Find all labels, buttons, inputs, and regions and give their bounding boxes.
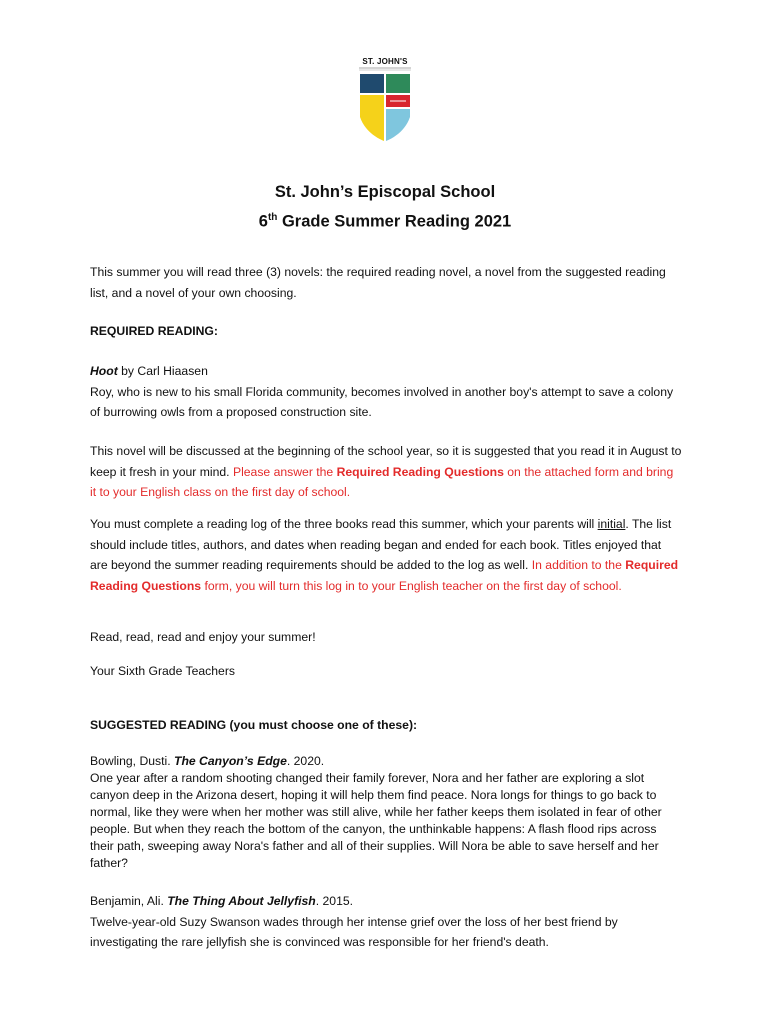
school-logo — [356, 57, 414, 143]
log-instruction: In addition to the — [531, 558, 626, 572]
log-questions: Required Reading Questions — [90, 558, 679, 593]
discussion-paragraph — [90, 441, 682, 503]
required-book-author: by Carl Hiaasen — [117, 364, 208, 378]
shield-icon — [356, 57, 414, 143]
suggested-book-title: The Canyon’s Edge — [174, 754, 287, 768]
discussion-questions: Required Reading Questions — [336, 464, 504, 479]
grade-suffix: th — [267, 212, 278, 223]
required-heading: REQUIRED READING: — [90, 324, 218, 338]
discussion-instruction: Please answer the — [232, 464, 337, 479]
discussion-text: This novel will be discussed at the beginning of the school year, so it is suggested that you read it in August to keep it fresh in your mind. — [90, 444, 682, 479]
suggested-book-author: Benjamin, Ali. — [90, 894, 168, 908]
grade-number: 6 — [258, 212, 268, 231]
suggested-heading: SUGGESTED READING (you must choose one of these): — [90, 718, 418, 732]
log-text: You must complete a reading log of the three books read this summer, which your parents will — [90, 517, 598, 531]
suggested-book-summary: One year after a random shooting changed their family forever, Nora and her father are exploring a slot canyon deep in the Arizona desert, hoping it will help them find peace. Nora longs for things to go back to normal, like they were when her mother was still alive, while her father keeps them isolated in fear of other people. But when they reach the bottom of the canyon, the unthinkable happens: A flash flood rips across their path, sweeping away Nora's father and all of their supplies. Will Nora be able to save herself and her father? — [90, 771, 662, 870]
suggested-book-author: Bowling, Dusti. — [90, 754, 174, 768]
discussion-instruction-end: on the attached form and bring it to your English class on the first day of school. — [90, 464, 674, 499]
suggested-book-year: . 2020. — [286, 754, 325, 768]
intro-paragraph: This summer you will read three (3) novels: the required reading novel, a novel from the suggested reading list, and a novel of your own choosing. — [90, 265, 666, 300]
suggested-book — [90, 891, 682, 953]
title-rest: Grade Summer Reading 2021 — [277, 212, 512, 231]
log-text-cont: . The list should include titles, authors, and dates when reading began and ended for each book. Titles enjoyed that are beyond the summer reading requirements should be added to the log as well. — [90, 517, 672, 572]
closing-line: Read, read, read and enjoy your summer! — [90, 630, 316, 644]
reading-log-paragraph — [90, 514, 682, 596]
required-book — [90, 361, 682, 423]
log-initial: initial — [597, 517, 626, 531]
suggested-book-year: . 2015. — [315, 894, 354, 908]
signature-line: Your Sixth Grade Teachers — [90, 664, 235, 678]
logo-name: ST. JOHN'S — [362, 57, 408, 66]
document-title — [0, 212, 770, 232]
required-book-title: Hoot — [90, 364, 118, 378]
suggested-book — [90, 753, 682, 872]
required-book-summary: Roy, who is new to his small Florida community, becomes involved in another boy's attempt to save a colony of burrowing owls from a proposed construction site. — [90, 384, 674, 419]
suggested-book-summary: Twelve-year-old Suzy Swanson wades through her intense grief over the loss of her best friend by investigating the rare jellyfish she is convinced was responsible for her friend's death. — [90, 914, 618, 949]
school-title: St. John’s Episcopal School — [274, 183, 496, 201]
suggested-book-title: The Thing About Jellyfish — [167, 894, 316, 908]
log-instruction-end: form, you will turn this log in to your English teacher on the first day of school. — [201, 578, 622, 593]
